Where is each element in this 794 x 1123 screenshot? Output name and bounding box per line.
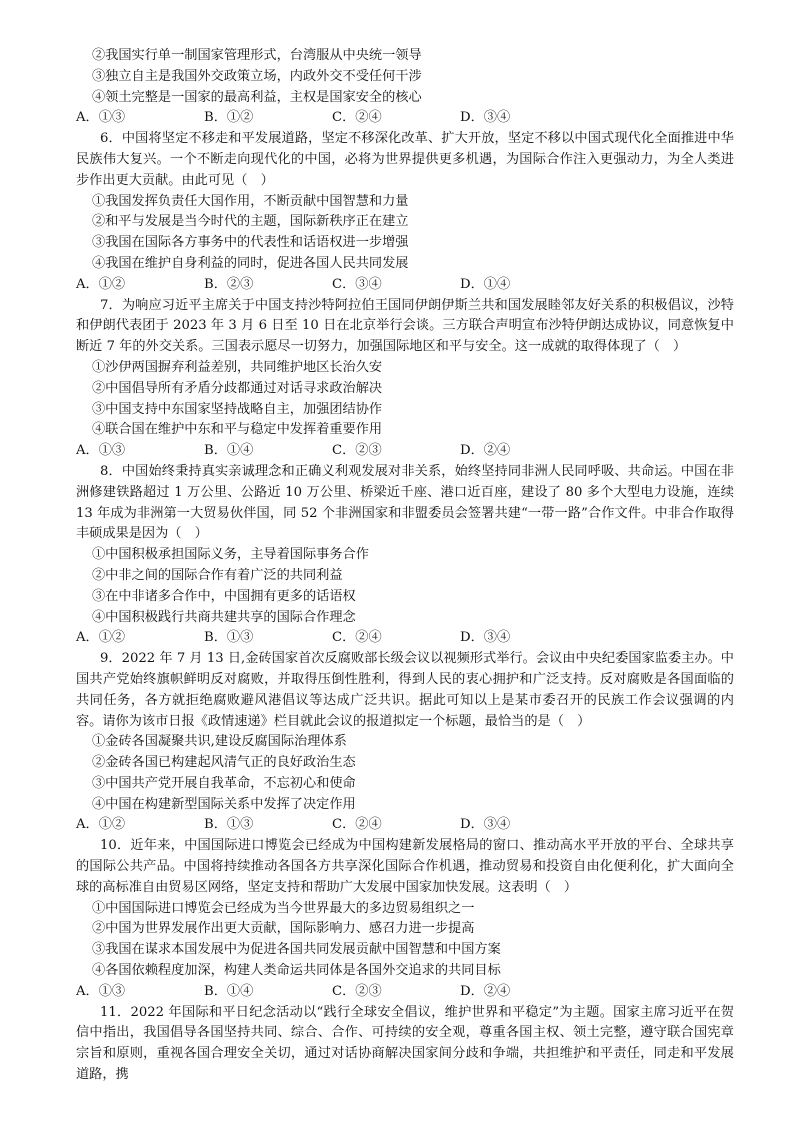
answer-choices: [76, 441, 734, 462]
choice-a: A．①②: [76, 630, 126, 646]
statement-1: ①我国发挥负责任大国作用，不断贡献中国智慧和力量: [92, 193, 409, 209]
question-stem: 11．2022 年国际和平日纪念活动以“践行全球安全倡议，维护世界和平稳定”为主题。国家主席习近平在贺信中指出，我国倡导各国坚持共同、综合、合作、可持续的安全观，尊重各国主权、领土完整，遵守联合国宪章宗旨和原则，重视各国合理安全关切，通过对话协商解决国家间分歧和争端，共担维护和平责任，同走和平发展道路，携: [76, 1004, 734, 1083]
statement-3: ③在中非诸多合作中，中国拥有更多的话语权: [92, 588, 356, 604]
question-stem: 8．中国始终秉持真实亲诚理念和正确义利观发展对非关系，始终坚持同非洲人民同呼吸、共命运。中国在非洲修建铁路超过 1 万公里、公路近 10 万公里、桥梁近千座、港口近百座，建设了 80 多个大型电力设施，连续 13 年成为非洲第一大贸易伙伴国，同 52 个非洲国家和非盟委员会签署共建“一带一路”合作文件。中非合作取得丰硕成果是因为（ ）: [76, 463, 734, 542]
choice-a: A．①②: [76, 276, 126, 292]
statement-3: ③我国在谋求本国发展中为促进各国共同发展贡献中国智慧和中国方案: [92, 942, 501, 958]
choice-c: C．③④: [332, 276, 382, 292]
statement-1: ①沙伊两国摒弃利益差别，共同维护地区长治久安: [92, 359, 383, 375]
choice-b: B．①③: [204, 630, 254, 646]
statement-4: ④联合国在维护中东和平与稳定中发挥着重要作用: [92, 422, 383, 438]
answer-choices: [76, 108, 734, 129]
question-9: [76, 649, 734, 836]
choice-d: D．②④: [460, 443, 511, 459]
answer-choices: [76, 815, 734, 836]
statement-3: ③中国共产党开展自我革命，不忘初心和使命: [92, 775, 356, 791]
question-10: [76, 836, 734, 1002]
choice-d: D．③④: [460, 817, 511, 833]
statement-2: ②金砖各国已构建起风清气正的良好政治生态: [92, 755, 356, 771]
choice-c: C．②④: [332, 110, 382, 126]
statement-4: ④各国依赖程度加深，构建人类命运共同体是各国外交追求的共同目标: [92, 963, 501, 979]
question-stem: 10．近年来，中国国际进口博览会已经成为中国构建新发展格局的窗口、推动高水平开放的平台、全球共享的国际公共产品。中国将持续推动各国各方共享深化国际合作机遇，推动贸易和投资自由化便利化，扩大面向全球的高标准自由贸易区网络，坚定支持和帮助广大发展中国家加快发展。这表明（ ）: [76, 838, 734, 895]
question-stem: 7．为响应习近平主席关于中国支持沙特阿拉伯王国同伊朗伊斯兰共和国发展睦邻友好关系的积极倡议，沙特和伊朗代表团于 2023 年 3 月 6 日至 10 日在北京举行会谈。三方联合声明宣布沙特伊朗达成协议，同意恢复中断近 7 年的外交关系。三国表示愿尽一切努力，加强国际地区和平与安全。这一成就的取得体现了（ ）: [76, 297, 734, 355]
statement-2: ②中国倡导所有矛盾分歧都通过对话寻求政治解决: [92, 380, 383, 396]
statement-2: ②我国实行单一制国家管理形式，台湾服从中央统一领导: [92, 48, 422, 63]
statement-2: ②中非之间的国际合作有着广泛的共同利益: [92, 567, 343, 583]
choice-b: B．①④: [204, 983, 254, 999]
choice-d: D．①④: [460, 276, 511, 292]
statement-4: ④中国积极践行共商共建共享的国际合作理念: [92, 609, 356, 625]
choice-d: D．②④: [460, 983, 511, 999]
question-11: [76, 1003, 734, 1086]
choice-c: C．②④: [332, 630, 382, 646]
statement-3: ③中国支持中东国家坚持战略自主，加强团结协作: [92, 401, 383, 417]
choice-b: B．②③: [204, 276, 254, 292]
choice-b: B．①②: [204, 110, 254, 126]
statement-3: ③我国在国际各方事务中的代表性和话语权进一步增强: [92, 235, 409, 251]
statement-4: ④中国在构建新型国际关系中发挥了决定作用: [92, 796, 356, 812]
statement-3: ③独立自主是我国外交政策立场，内政外交不受任何干涉: [92, 68, 422, 84]
answer-choices: [76, 628, 734, 649]
choice-a: A．①③: [76, 983, 126, 999]
choice-b: B．①④: [204, 443, 254, 459]
choice-a: A．①③: [76, 110, 126, 126]
statement-1: ①中国国际进口博览会已经成为当今世界最大的多边贸易组织之一: [92, 900, 475, 916]
choice-d: D．③④: [460, 110, 511, 126]
question-7: [76, 296, 734, 462]
question-6: [76, 129, 734, 295]
choice-c: C．②③: [332, 443, 382, 459]
statement-4: ④我国在维护自身利益的同时，促进各国人民共同发展: [92, 255, 409, 271]
question-stem: 6．中国将坚定不移走和平发展道路，坚定不移深化改革、扩大开放，坚定不移以中国式现代化全面推进中华民族伟大复兴。一个不断走向现代化的中国，必将为世界提供更多机遇，为国际合作注入更强动力，为全人类进步作出更大贡献。由此可见（ ）: [76, 131, 734, 188]
choice-a: A．①③: [76, 443, 126, 459]
statement-1: ①中国积极承担国际义务，主导着国际事务合作: [92, 547, 369, 563]
choice-d: D．③④: [460, 630, 511, 646]
choice-c: C．②③: [332, 983, 382, 999]
question-5-tail: [76, 46, 734, 129]
statement-2: ②和平与发展是当今时代的主题，国际新秩序正在建立: [92, 214, 409, 230]
answer-choices: [76, 275, 734, 296]
choice-a: A．①②: [76, 817, 126, 833]
statement-1: ①金砖各国凝聚共识,建设反腐国际治理体系: [92, 734, 347, 750]
choice-c: C．②④: [332, 817, 382, 833]
statement-2: ②中国为世界发展作出更大贡献，国际影响力、感召力进一步提高: [92, 921, 475, 937]
choice-b: B．①③: [204, 817, 254, 833]
question-8: [76, 462, 734, 649]
question-stem: 9．2022 年 7 月 13 日,金砖国家首次反腐败部长级会议以视频形式举行。会议由中央纪委国家监委主办。中国共产党始终旗帜鲜明反对腐败，并取得压倒性胜利，得到人民的衷心拥护和广泛支持。反对腐败是各国面临的共同任务，各方就拒绝腐败避风港倡议等达成广泛共识。据此可知以上是某市委召开的民族工作会议强调的内容。请你为该市日报《政情速递》栏目就此会议的报道拟定一个标题，最恰当的是（ ）: [76, 651, 734, 729]
answer-choices: [76, 982, 734, 1003]
statement-4: ④领土完整是一国家的最高利益，主权是国家安全的核心: [92, 89, 422, 105]
